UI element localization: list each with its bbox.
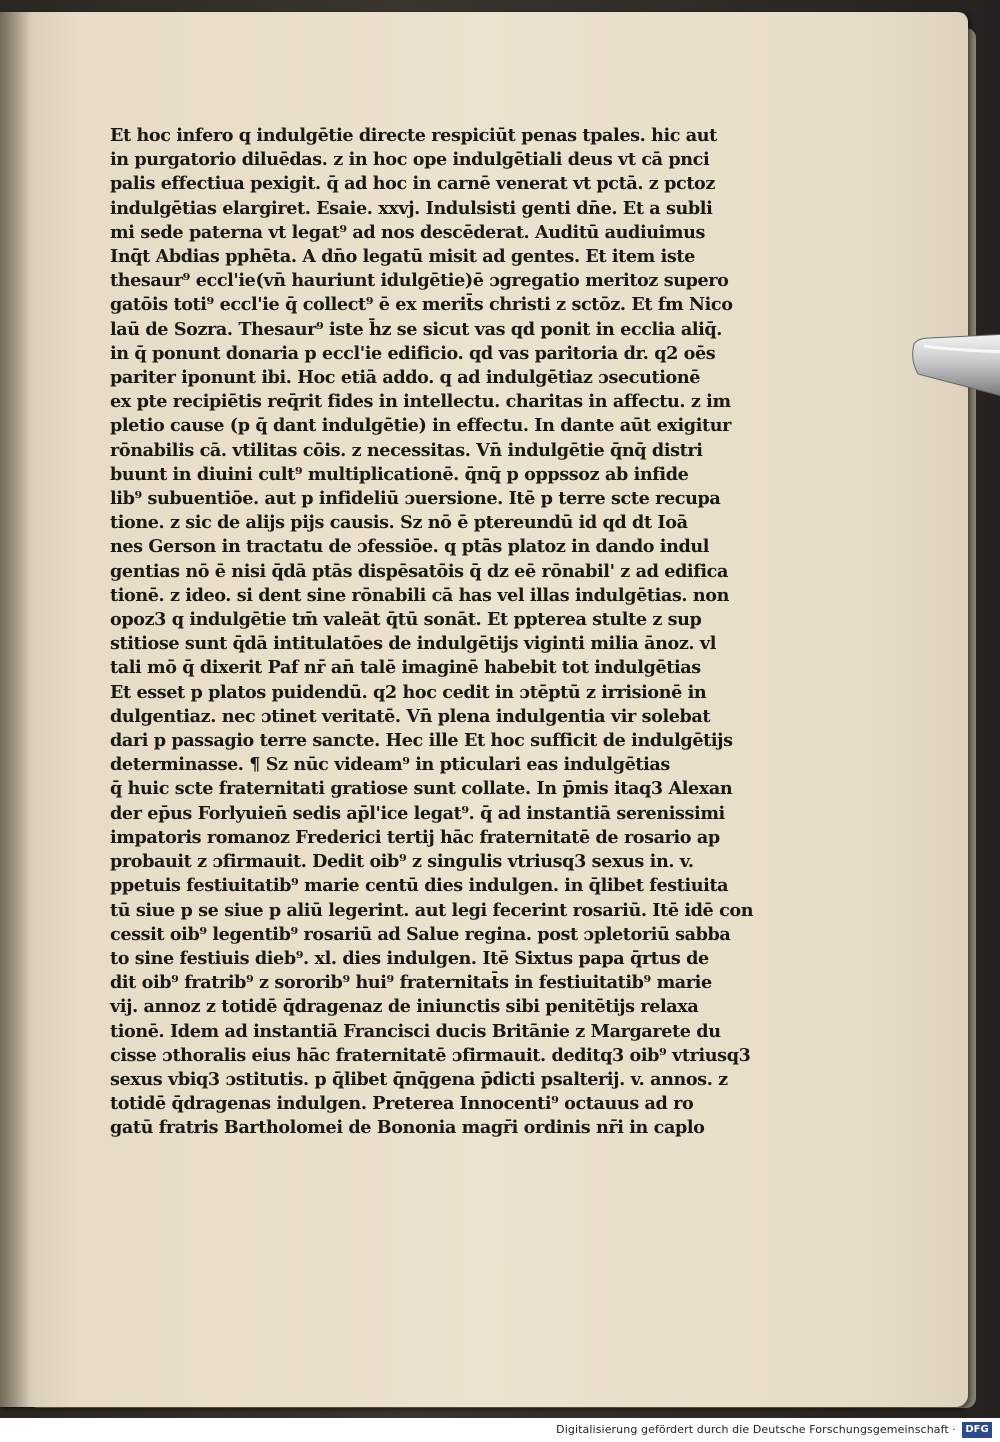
text-line: dulgentiaz. nec ɔtinet veritatē. Vn̄ plena indulgentia vir solebat — [110, 705, 711, 727]
text-line: indulgētias elargiret. Esaie. xxvj. Indulsisti genti dn̄e. Et a subli — [110, 197, 713, 219]
text-line: totidē q̄dragenas indulgen. Preterea Innocenti⁹ octauus ad ro — [110, 1093, 694, 1115]
text-line: tione. z sic de alijs pijs causis. Sz nō ē ptereundū id qd dt Ioā — [110, 512, 688, 534]
gutter-shadow — [0, 12, 32, 1407]
text-line: cessit oib⁹ legentib⁹ rosariū ad Salue regina. post ɔpletoriū sabba — [110, 923, 731, 945]
text-line: gatū fratris Bartholomei de Bononia magr̄i ordinis nr̄i in caplo — [110, 1117, 705, 1139]
text-line: tū siue p se siue p aliū legerint. aut legi fecerint rosariū. Itē idē con — [110, 899, 754, 921]
text-line: laū de Sozra. Thesaur⁹ iste h̄z se sicut vas qd ponit in ecclia aliq̄. — [110, 318, 723, 340]
text-line: ex pte recipiētis req̄rit fides in intellectu. charitas in affectu. z im — [110, 391, 731, 413]
footer-bar — [0, 1418, 1000, 1442]
text-line: thesaur⁹ eccl'ie(vn̄ hauriunt idulgētie)ē ɔgregatio meritoz supero — [110, 270, 729, 292]
text-line: nes Gerson in tractatu de ɔfessiōe. q ptās platoz in dando indul — [110, 536, 710, 558]
text-line: palis effectiua pexigit. q̄ ad hoc in carnē venerat vt pctā. z pctoz — [110, 173, 715, 195]
text-line: mi sede paterna vt legat⁹ ad nos descēderat. Auditū audiuimus — [110, 221, 706, 243]
text-line: stitiose sunt q̄dā intitulatōes de indulgētijs viginti milia ānoz. vl — [110, 633, 716, 655]
text-line: gatōis toti⁹ eccl'ie q̄ collect⁹ ē ex merit̄s christi z sctōz. Et fm Nico — [110, 294, 733, 316]
text-line: dari p passagio terre sancte. Hec ille Et hoc sufficit de indulgētijs — [110, 730, 733, 752]
text-line: pariter iponunt ibi. Hoc etiā addo. q ad indulgētiaz ɔsecutionē — [110, 367, 701, 389]
text-line: vij. annoz z totidē q̄dragenaz de iniunctis sibi penitētijs relaxa — [110, 996, 699, 1018]
text-line: Et esset p platos puidendū. q2 hoc cedit in ɔtēptū z irrisionē in — [110, 681, 707, 703]
text-line: in purgatorio diluēdas. z in hoc ope indulgētiali deus vt cā pnci — [110, 149, 710, 171]
text-line: dit oib⁹ fratrib⁹ z sororib⁹ hui⁹ fraternitat̄s in festiuitatib⁹ marie — [110, 972, 712, 994]
text-line: determinasse. ¶ Sz nūc videam⁹ in pticulari eas indulgētias — [110, 754, 670, 776]
text-line: tionē. z ideo. si dent sine rōnabili cā has vel illas indulgētias. non — [110, 584, 729, 606]
text-line: to sine festiuis dieb⁹. xl. dies indulgen. Itē Sixtus papa q̄rtus de — [110, 947, 709, 969]
text-line: cisse ɔthoralis eius hāc fraternitatē ɔfirmauit. deditq3 oib⁹ vtriusq3 — [110, 1044, 751, 1066]
text-line: Inq̄t Abdias pphēta. A dn̄o legatū misit ad gentes. Et item iste — [110, 246, 695, 268]
text-line: impatoris romanoz Frederici tertij hāc fraternitatē de rosario ap — [110, 826, 720, 848]
funding-credit: Digitalisierung gefördert durch die Deutsche Forschungsgemeinschaft · — [556, 1423, 956, 1436]
text-line: lib⁹ subuentiōe. aut p infideliū ɔuersione. Itē p terre scte recupa — [110, 488, 721, 510]
text-line: tali mō q̄ dixerit Paf nr̄ an̄ talē imaginē habebit tot indulgētias — [110, 657, 701, 679]
text-line: ppetuis festiuitatib⁹ marie centū dies indulgen. in q̄libet festiuita — [110, 875, 729, 897]
text-line: q̄ huic scte fraternitati gratiose sunt collate. In p̄mis itaq3 Alexan — [110, 778, 733, 800]
text-line: probauit z ɔfirmauit. Dedit oib⁹ z singulis vtriusq3 sexus in. v. — [110, 851, 694, 873]
text-line: Et hoc infero q indulgētie directe respiciūt penas tpales. hic aut — [110, 125, 717, 146]
text-line: sexus vbiq3 ɔstitutis. p q̄libet q̄nq̄gena p̄dicti psalterij. v. annos. z — [110, 1068, 728, 1090]
text-line: rōnabilis cā. vtilitas cōis. z necessitas. Vn̄ indulgētie q̄nq̄ distri — [110, 439, 703, 461]
text-line: pletio cause (p q̄ dant indulgētie) in effectu. In dante aūt exigitur — [110, 415, 731, 437]
dfg-logo: DFG — [962, 1422, 992, 1438]
incunable-text-block — [110, 124, 760, 1141]
glass-weight-object — [910, 330, 1000, 396]
text-line: der ep̄us Forlyuien̄ sedis ap̄l'ice legat⁹. q̄ ad instantiā serenissimi — [110, 802, 725, 824]
text-line: opoz3 q indulgētie tm̄ valeāt q̄tū sonāt. Et ppterea stulte z sup — [110, 609, 702, 631]
text-line: tionē. Idem ad instantiā Francisci ducis Britānie z Margarete du — [110, 1020, 721, 1042]
text-line: buunt in diuini cult⁹ multiplicationē. q̄nq̄ p oppssoz ab infide — [110, 463, 689, 485]
text-line: gentias nō ē nisi q̄dā ptās dispēsatōis q̄ dz eē rōnabil' z ad edifica — [110, 560, 728, 582]
text-line: in q̄ ponunt donaria p eccl'ie edificio. qd vas paritoria dr. q2 oēs — [110, 342, 716, 364]
